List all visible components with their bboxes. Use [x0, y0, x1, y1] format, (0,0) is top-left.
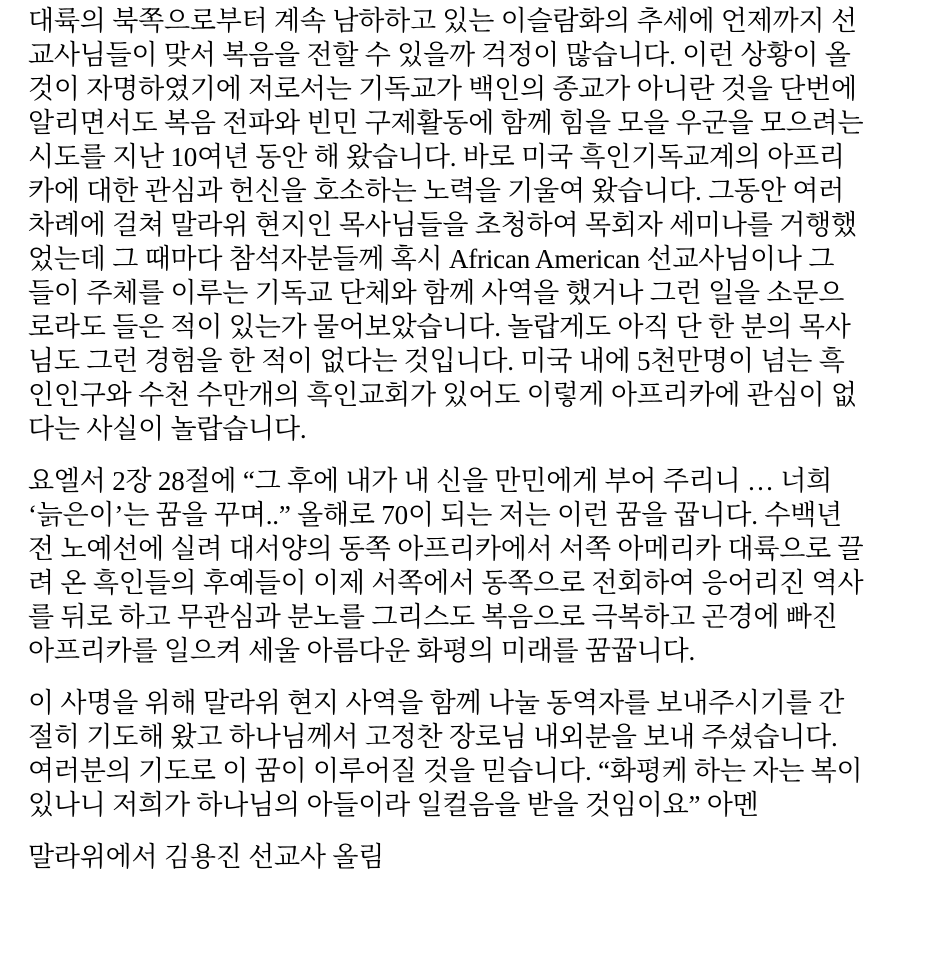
- text-line: 들이 주체를 이루는 기독교 단체와 함께 사역을 했거나 그런 일을 소문으: [28, 278, 845, 308]
- text-line: 있나니 저희가 하나님의 아들이라 일컬음을 받을 것임이요” 아멘: [28, 790, 759, 820]
- signature-line: 말라위에서 김용진 선교사 올림: [28, 842, 385, 872]
- text-line: 었는데 그 때마다 참석자분들께 혹시 African American 선교사님이나 그: [28, 244, 835, 274]
- text-line: 요엘서 2장 28절에 “그 후에 내가 내 신을 만민에게 부어 주리니 … 너희: [28, 466, 833, 496]
- text-line: 려 온 흑인들의 후예들이 이제 서쪽에서 동쪽으로 전회하여 응어리진 역사: [28, 568, 864, 598]
- text-line: 여러분의 기도로 이 꿈이 이루어질 것을 믿습니다. “화평케 하는 자는 복이: [28, 756, 863, 786]
- text-line: 로라도 들은 적이 있는가 물어보았습니다. 놀랍게도 아직 단 한 분의 목사: [28, 312, 851, 342]
- text-line: 것이 자명하였기에 저로서는 기독교가 백인의 종교가 아니란 것을 단번에: [28, 74, 857, 104]
- text-line: 이 사명을 위해 말라위 현지 사역을 함께 나눌 동역자를 보내주시기를 간: [28, 688, 845, 718]
- paragraph-3: [28, 686, 927, 822]
- letter-document: [28, 0, 927, 892]
- text-line: 차례에 걸쳐 말라위 현지인 목사님들을 초청하여 목회자 세미나를 거행했: [28, 210, 857, 240]
- text-line: 카에 대한 관심과 헌신을 호소하는 노력을 기울여 왔습니다. 그동안 여러: [28, 176, 845, 206]
- text-line: 절히 기도해 왔고 하나님께서 고정찬 장로님 내외분을 보내 주셨습니다.: [28, 722, 838, 752]
- signature-paragraph: [28, 840, 927, 874]
- text-line: 다는 사실이 놀랍습니다.: [28, 414, 307, 444]
- text-line: 를 뒤로 하고 무관심과 분노를 그리스도 복음으로 극복하고 곤경에 빠진: [28, 602, 838, 632]
- text-line: 시도를 지난 10여년 동안 해 왔습니다. 바로 미국 흑인기독교계의 아프리: [28, 142, 845, 172]
- text-line: 교사님들이 맞서 복음을 전할 수 있을까 걱정이 많습니다. 이런 상황이 올: [28, 40, 851, 70]
- text-line: 인인구와 수천 수만개의 흑인교회가 있어도 이렇게 아프리카에 관심이 없: [28, 380, 857, 410]
- paragraph-1: [28, 4, 927, 446]
- text-line: 전 노예선에 실려 대서양의 동쪽 아프리카에서 서쪽 아메리카 대륙으로 끌: [28, 534, 864, 564]
- text-line: 알리면서도 복음 전파와 빈민 구제활동에 함께 힘을 모을 우군을 모으려는: [28, 108, 864, 138]
- paragraph-2: [28, 464, 927, 668]
- text-line: 님도 그런 경험을 한 적이 없다는 것입니다. 미국 내에 5천만명이 넘는 흑: [28, 346, 845, 376]
- text-line: ‘늙은이’는 꿈을 꾸며..” 올해로 70이 되는 저는 이런 꿈을 꿉니다. 수백년: [28, 500, 843, 530]
- text-line: 아프리카를 일으켜 세울 아름다운 화평의 미래를 꿈꿉니다.: [28, 636, 696, 666]
- text-line: 대륙의 북쪽으로부터 계속 남하하고 있는 이슬람화의 추세에 언제까지 선: [28, 6, 857, 36]
